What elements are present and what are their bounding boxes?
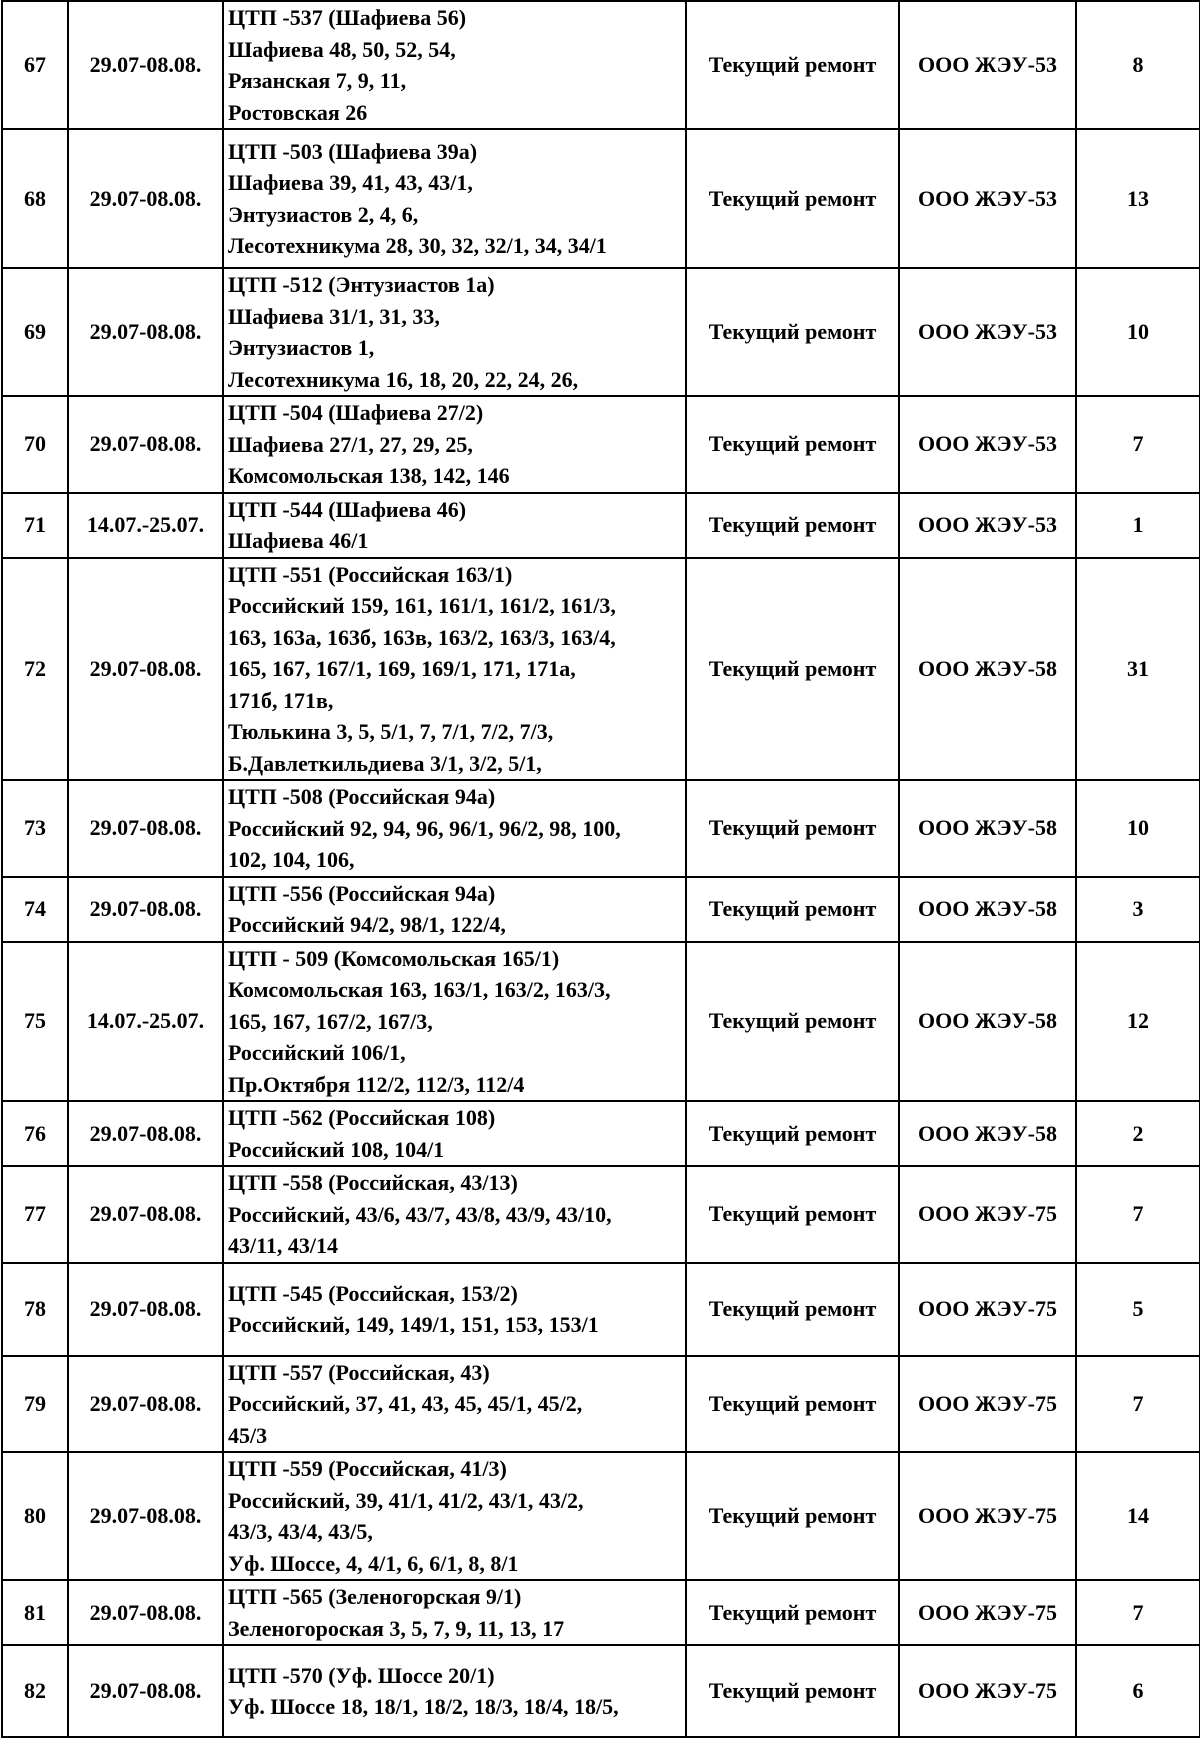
- row-number-cell: 82: [2, 1645, 68, 1737]
- date-range-cell: 14.07.-25.07.: [68, 493, 223, 558]
- address-line: Энтузиастов 2, 4, 6,: [228, 201, 419, 227]
- organization-cell: ООО ЖЭУ-58: [899, 942, 1076, 1102]
- row-number-cell: 80: [2, 1452, 68, 1580]
- address-cell: [223, 1263, 686, 1356]
- work-type-cell: Текущий ремонт: [686, 942, 899, 1102]
- date-range-cell: 29.07-08.08.: [68, 1645, 223, 1737]
- building-count-cell: 13: [1076, 129, 1200, 268]
- address-line: Рязанская 7, 9, 11,: [228, 68, 407, 93]
- row-number-cell: 77: [2, 1166, 68, 1263]
- date-range-cell: 29.07-08.08.: [68, 1356, 223, 1453]
- address-line: ЦТП -503 (Шафиева 39а): [228, 138, 478, 164]
- address-cell: [223, 396, 686, 493]
- address-line: 171б, 171в,: [228, 687, 334, 713]
- address-cell: [223, 877, 686, 942]
- date-range-cell: 29.07-08.08.: [68, 1580, 223, 1645]
- address-cell: [223, 129, 686, 268]
- work-type-cell: Текущий ремонт: [686, 1452, 899, 1580]
- table-row: [2, 877, 1200, 942]
- table-row: [2, 780, 1200, 877]
- work-type-cell: Текущий ремонт: [686, 493, 899, 558]
- table-row: [2, 493, 1200, 558]
- table-row: [2, 1, 1200, 129]
- address-line: Шафиева 27/1, 27, 29, 25,: [228, 431, 473, 457]
- address-line: Уф. Шоссе, 4, 4/1, 6, 6/1, 8, 8/1: [228, 1550, 519, 1576]
- table-row: [2, 1356, 1200, 1453]
- address-line: Российский, 39, 41/1, 41/2, 43/1, 43/2,: [228, 1487, 584, 1513]
- address-line: 163, 163а, 163б, 163в, 163/2, 163/3, 163/4,: [228, 624, 616, 650]
- building-count-cell: 7: [1076, 1166, 1200, 1263]
- address-line: Российский 159, 161, 161/1, 161/2, 161/3,: [228, 593, 616, 618]
- address-line: ЦТП -556 (Российская 94а): [228, 880, 496, 906]
- table-row: [2, 268, 1200, 396]
- table-row: [2, 129, 1200, 268]
- date-range-cell: 29.07-08.08.: [68, 268, 223, 396]
- table-row: [2, 396, 1200, 493]
- address-line: Комсомольская 163, 163/1, 163/2, 163/3,: [228, 977, 611, 1002]
- address-cell: [223, 780, 686, 877]
- address-line: Комсомольская 138, 142, 146: [228, 463, 510, 488]
- organization-cell: ООО ЖЭУ-53: [899, 493, 1076, 558]
- address-line: ЦТП -551 (Российская 163/1): [228, 561, 513, 587]
- organization-cell: ООО ЖЭУ-58: [899, 558, 1076, 781]
- address-line: ЦТП -570 (Уф. Шоссе 20/1): [228, 1662, 495, 1688]
- building-count-cell: 7: [1076, 1580, 1200, 1645]
- address-line: Российский, 37, 41, 43, 45, 45/1, 45/2,: [228, 1391, 583, 1416]
- building-count-cell: 7: [1076, 396, 1200, 493]
- address-line: Шафиева 39, 41, 43, 43/1,: [228, 170, 473, 195]
- work-type-cell: Текущий ремонт: [686, 1580, 899, 1645]
- row-number-cell: 68: [2, 129, 68, 268]
- address-line: Лесотехникума 28, 30, 32, 32/1, 34, 34/1: [228, 233, 607, 258]
- work-type-cell: Текущий ремонт: [686, 268, 899, 396]
- address-cell: [223, 558, 686, 781]
- address-line: 43/3, 43/4, 43/5,: [228, 1519, 373, 1544]
- address-line: 165, 167, 167/2, 167/3,: [228, 1008, 433, 1034]
- building-count-cell: 2: [1076, 1101, 1200, 1166]
- address-line: Лесотехникума 16, 18, 20, 22, 24, 26,: [228, 366, 579, 392]
- table-row: [2, 1452, 1200, 1580]
- address-cell: [223, 268, 686, 396]
- organization-cell: ООО ЖЭУ-58: [899, 877, 1076, 942]
- address-cell: [223, 1645, 686, 1737]
- address-line: Зеленогороская 3, 5, 7, 9, 11, 13, 17: [228, 1615, 565, 1641]
- work-type-cell: Текущий ремонт: [686, 558, 899, 781]
- address-cell: [223, 942, 686, 1102]
- address-line: Российский 106/1,: [228, 1040, 406, 1065]
- address-line: ЦТП -562 (Российская 108): [228, 1105, 496, 1130]
- date-range-cell: 29.07-08.08.: [68, 1101, 223, 1166]
- address-line: Российский, 149, 149/1, 151, 153, 153/1: [228, 1312, 599, 1337]
- address-line: ЦТП -508 (Российская 94а): [228, 784, 496, 809]
- row-number-cell: 70: [2, 396, 68, 493]
- work-type-cell: Текущий ремонт: [686, 877, 899, 942]
- date-range-cell: 29.07-08.08.: [68, 558, 223, 781]
- organization-cell: ООО ЖЭУ-53: [899, 268, 1076, 396]
- address-line: Тюлькина 3, 5, 5/1, 7, 7/1, 7/2, 7/3,: [228, 719, 554, 744]
- organization-cell: ООО ЖЭУ-58: [899, 1101, 1076, 1166]
- organization-cell: ООО ЖЭУ-75: [899, 1645, 1076, 1737]
- address-line: ЦТП -537 (Шафиева 56): [228, 5, 467, 30]
- address-cell: [223, 493, 686, 558]
- organization-cell: ООО ЖЭУ-75: [899, 1356, 1076, 1453]
- work-type-cell: Текущий ремонт: [686, 396, 899, 493]
- address-line: ЦТП -544 (Шафиева 46): [228, 496, 467, 522]
- address-line: 165, 167, 167/1, 169, 169/1, 171, 171а,: [228, 656, 576, 681]
- building-count-cell: 6: [1076, 1645, 1200, 1737]
- address-line: ЦТП -512 (Энтузиастов 1а): [228, 272, 495, 297]
- work-type-cell: Текущий ремонт: [686, 1356, 899, 1453]
- date-range-cell: 29.07-08.08.: [68, 129, 223, 268]
- building-count-cell: 12: [1076, 942, 1200, 1102]
- row-number-cell: 73: [2, 780, 68, 877]
- building-count-cell: 5: [1076, 1263, 1200, 1356]
- address-line: ЦТП -558 (Российская, 43/13): [228, 1170, 518, 1195]
- address-line: Шафиева 31/1, 31, 33,: [228, 303, 440, 329]
- table-row: [2, 942, 1200, 1102]
- organization-cell: ООО ЖЭУ-53: [899, 1, 1076, 129]
- work-type-cell: Текущий ремонт: [686, 129, 899, 268]
- address-line: Б.Давлеткильдиева 3/1, 3/2, 5/1,: [228, 750, 542, 776]
- table-row: [2, 558, 1200, 781]
- address-line: ЦТП -504 (Шафиева 27/2): [228, 400, 484, 425]
- work-type-cell: Текущий ремонт: [686, 780, 899, 877]
- row-number-cell: 71: [2, 493, 68, 558]
- date-range-cell: 29.07-08.08.: [68, 1263, 223, 1356]
- date-range-cell: 29.07-08.08.: [68, 1, 223, 129]
- date-range-cell: 29.07-08.08.: [68, 780, 223, 877]
- organization-cell: ООО ЖЭУ-58: [899, 780, 1076, 877]
- row-number-cell: 75: [2, 942, 68, 1102]
- row-number-cell: 72: [2, 558, 68, 781]
- organization-cell: ООО ЖЭУ-75: [899, 1166, 1076, 1263]
- address-line: 45/3: [228, 1422, 268, 1448]
- address-line: Энтузиастов 1,: [228, 335, 375, 360]
- address-cell: [223, 1166, 686, 1263]
- address-line: ЦТП -565 (Зеленогорская 9/1): [228, 1584, 522, 1609]
- address-line: Шафиева 46/1: [228, 528, 369, 553]
- row-number-cell: 74: [2, 877, 68, 942]
- date-range-cell: 29.07-08.08.: [68, 877, 223, 942]
- organization-cell: ООО ЖЭУ-75: [899, 1263, 1076, 1356]
- organization-cell: ООО ЖЭУ-53: [899, 396, 1076, 493]
- table-row: [2, 1580, 1200, 1645]
- address-line: Уф. Шоссе 18, 18/1, 18/2, 18/3, 18/4, 18/5,: [228, 1694, 619, 1719]
- building-count-cell: 14: [1076, 1452, 1200, 1580]
- organization-cell: ООО ЖЭУ-75: [899, 1580, 1076, 1645]
- date-range-cell: 29.07-08.08.: [68, 1452, 223, 1580]
- address-line: ЦТП -559 (Российская, 41/3): [228, 1456, 507, 1481]
- building-count-cell: 10: [1076, 780, 1200, 877]
- table-row: [2, 1166, 1200, 1263]
- address-cell: [223, 1580, 686, 1645]
- address-cell: [223, 1356, 686, 1453]
- row-number-cell: 78: [2, 1263, 68, 1356]
- address-line: Шафиева 48, 50, 52, 54,: [228, 36, 456, 62]
- repair-schedule-table: [1, 0, 1200, 1738]
- address-cell: [223, 1452, 686, 1580]
- date-range-cell: 29.07-08.08.: [68, 1166, 223, 1263]
- address-line: Пр.Октября 112/2, 112/3, 112/4: [228, 1071, 525, 1097]
- address-line: Российский 92, 94, 96, 96/1, 96/2, 98, 100,: [228, 815, 621, 841]
- address-line: Российский, 43/6, 43/7, 43/8, 43/9, 43/10,: [228, 1201, 612, 1227]
- address-cell: [223, 1101, 686, 1166]
- work-type-cell: Текущий ремонт: [686, 1, 899, 129]
- building-count-cell: 1: [1076, 493, 1200, 558]
- building-count-cell: 7: [1076, 1356, 1200, 1453]
- address-line: 102, 104, 106,: [228, 847, 355, 872]
- address-line: Российский 108, 104/1: [228, 1136, 445, 1162]
- address-line: ЦТП -557 (Российская, 43): [228, 1359, 490, 1385]
- building-count-cell: 3: [1076, 877, 1200, 942]
- address-line: Российский 94/2, 98/1, 122/4,: [228, 912, 506, 937]
- row-number-cell: 67: [2, 1, 68, 129]
- table-body: [2, 1, 1200, 1737]
- building-count-cell: 31: [1076, 558, 1200, 781]
- row-number-cell: 79: [2, 1356, 68, 1453]
- address-line: ЦТП - 509 (Комсомольская 165/1): [228, 945, 560, 971]
- building-count-cell: 8: [1076, 1, 1200, 129]
- row-number-cell: 76: [2, 1101, 68, 1166]
- address-cell: [223, 1, 686, 129]
- date-range-cell: 29.07-08.08.: [68, 396, 223, 493]
- work-type-cell: Текущий ремонт: [686, 1166, 899, 1263]
- date-range-cell: 14.07.-25.07.: [68, 942, 223, 1102]
- address-line: Ростовская 26: [228, 99, 368, 125]
- building-count-cell: 10: [1076, 268, 1200, 396]
- work-type-cell: Текущий ремонт: [686, 1263, 899, 1356]
- table-row: [2, 1263, 1200, 1356]
- organization-cell: ООО ЖЭУ-53: [899, 129, 1076, 268]
- organization-cell: ООО ЖЭУ-75: [899, 1452, 1076, 1580]
- work-type-cell: Текущий ремонт: [686, 1645, 899, 1737]
- table-row: [2, 1101, 1200, 1166]
- address-line: ЦТП -545 (Российская, 153/2): [228, 1280, 518, 1306]
- table-row: [2, 1645, 1200, 1737]
- work-type-cell: Текущий ремонт: [686, 1101, 899, 1166]
- address-line: 43/11, 43/14: [228, 1233, 339, 1258]
- row-number-cell: 69: [2, 268, 68, 396]
- row-number-cell: 81: [2, 1580, 68, 1645]
